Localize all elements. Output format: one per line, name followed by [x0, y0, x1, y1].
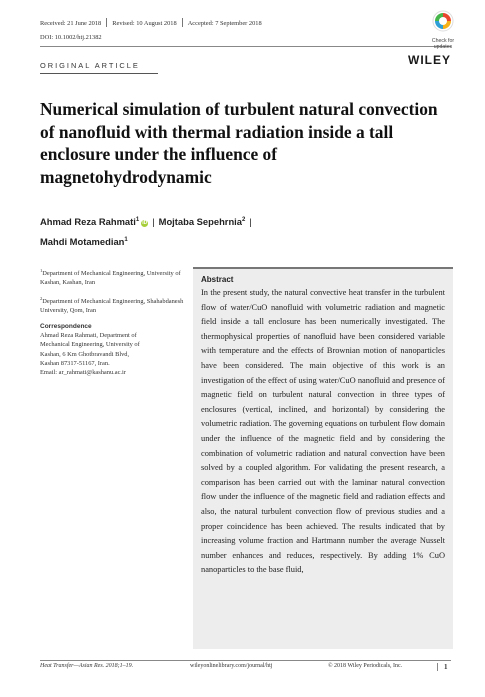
author-separator: |	[152, 216, 155, 228]
author-affiliation-mark: 2	[242, 217, 246, 223]
author-affiliation-mark: 1	[135, 217, 140, 223]
copyright: © 2018 Wiley Periodicals, Inc.	[328, 663, 403, 669]
publisher-logo: WILEY	[408, 53, 451, 67]
author-name[interactable]: Ahmad Reza Rahmati	[40, 216, 136, 228]
paper-title: Numerical simulation of turbulent natural convection of nanofluid with thermal radiation inside a tall enclosure under the influence of magnetohydrodynamic	[40, 99, 438, 187]
journal-citation: Heat Transfer—Asian Res. 2018;1–19.	[40, 663, 134, 669]
author-name[interactable]: Mahdi Motamedian	[40, 236, 125, 248]
author-separator: |	[249, 216, 252, 228]
received-date: Received: 21 June 2018	[40, 20, 102, 27]
affiliations-column	[40, 266, 190, 377]
correspondence-line: Kashan 87317-51167, Iran.	[40, 359, 110, 367]
author-affiliation-mark: 1	[124, 237, 128, 244]
correspondence-label: Correspondence	[40, 323, 92, 331]
accepted-date: Accepted: 7 September 2018	[187, 20, 262, 27]
article-dates	[40, 18, 262, 27]
article-type: ORIGINAL ARTICLE	[40, 61, 140, 70]
abstract-box	[193, 267, 453, 649]
article-type-rule	[40, 73, 158, 74]
abstract-text: In the present study, the natural convective heat transfer in the turbulent flow of water/CuO nanofluid with volumetric radiation and magnetic field inside a tall enclosure has been numerically investigated. The thermophysical properties of nanofluid have been considered variable with temperature and the effects of Brownian motion of nanoparticles have been considered. The main objective of this work is an investigation of the effect of using water/CuO nanofluid and presence of magnetic field on turbulent natural convection in three types of enclosures (vertical, inclined, and horizontal) by considering the volumetric radiation. The governing equations on turbulent flow domain under the influence of the magnetic field and by considering the combination of volumetric radiation and natural convection have been solved by a coupled algorithm. For validating the present research, a comparison has been carried out with the laminar natural convection flow under the influence of the magnetic field and radiation effects and also, the natural turbulent convection flow of previous studies and a proper coincidence has been achieved. The results indicated that by increasing volume fraction and Hartmann number the average Nusselt number enhances and reduces, respectively. By adding 1% CuO nanoparticles to the base fluid,	[201, 288, 445, 575]
orcid-icon[interactable]: iD	[142, 220, 148, 227]
correspondence-line: Mechanical Engineering, University of	[40, 341, 140, 349]
correspondence-line: Kashan, 6 Km Ghotbravandi Blvd,	[40, 350, 130, 358]
correspondence-line: Ahmad Reza Rahmati, Department of	[40, 332, 137, 340]
correspondence-email[interactable]: Email: ar_rahmati@kashanu.ac.ir	[40, 369, 126, 377]
affiliation: $^1$Department of Mechanical Engineering, University of Kashan, Kashan, Iran	[40, 268, 181, 287]
header-rule	[40, 46, 451, 47]
abstract-heading: Abstract	[201, 275, 234, 284]
check-updates-icon	[432, 10, 454, 32]
revised-date: Revised: 10 August 2018	[112, 20, 177, 27]
journal-url[interactable]: wileyonlinelibrary.com/journal/htj	[190, 663, 273, 669]
footer-rule	[40, 660, 451, 661]
check-for-updates-badge[interactable]	[422, 10, 464, 50]
page-number: 1	[437, 663, 448, 671]
check-updates-label: Check for updates	[431, 38, 455, 50]
doi[interactable]: DOI: 10.1002/htj.21382	[40, 34, 102, 41]
author-name[interactable]: Mojtaba Sepehrnia	[158, 216, 242, 228]
author-list	[40, 211, 440, 251]
affiliation: $^2$Department of Mechanical Engineering, Shahabdanesh University, Qom, Iran	[40, 295, 184, 314]
